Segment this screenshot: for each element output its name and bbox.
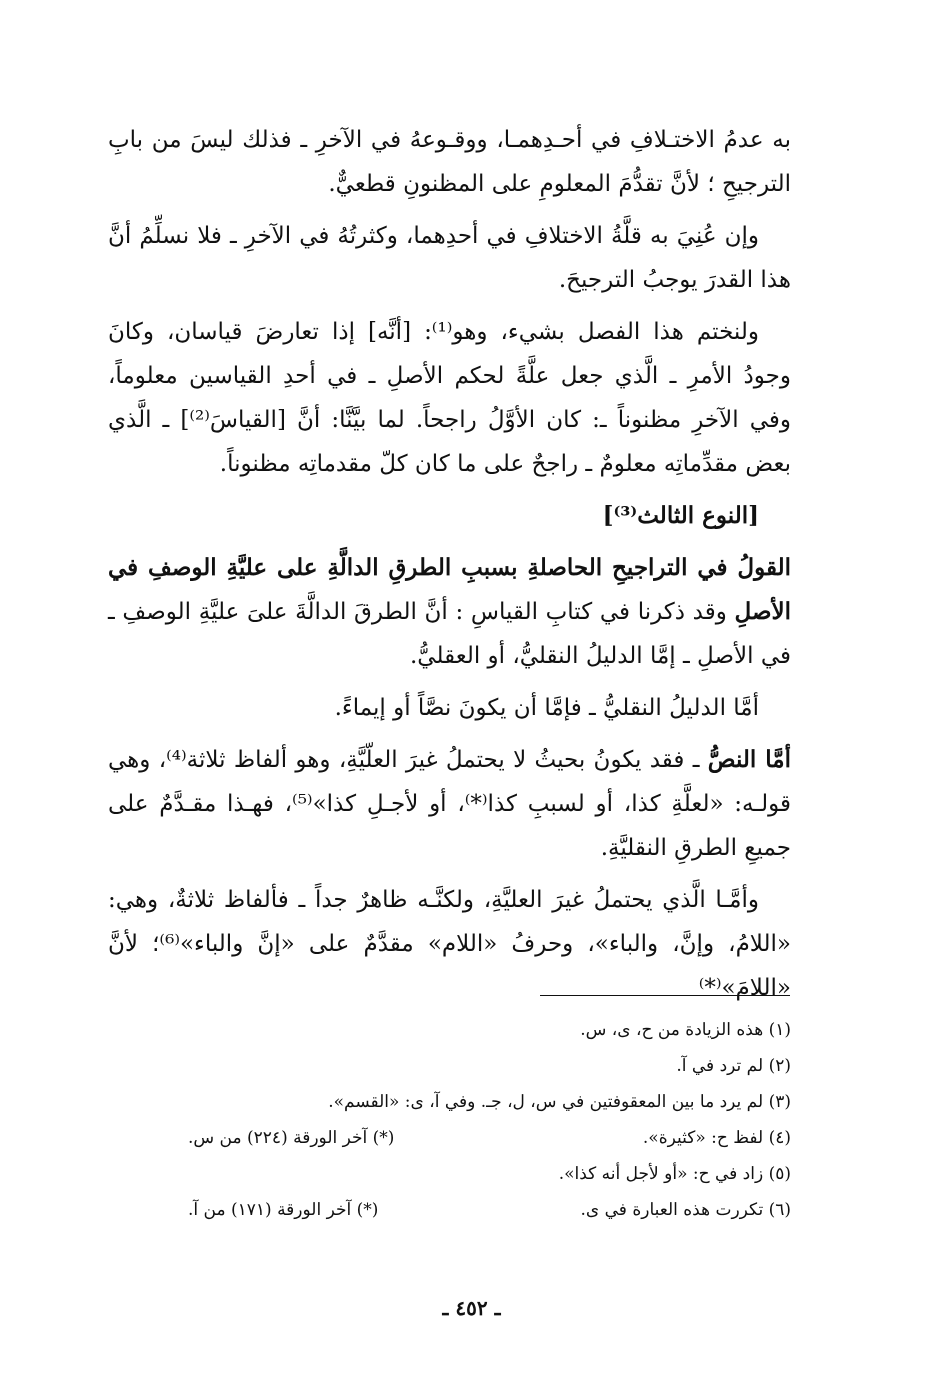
- footnote: (٦) تكررت هذه العبارة في ى.: [580, 1200, 791, 1220]
- footnote-row: [108, 1120, 791, 1156]
- paragraph-text: وقد ذكرنا في كتابِ القياسِ : أنَّ الطرقَ الدالَّةَ علىَ عليَّةِ الوصفِ ـ في الأصلِ ـ إمَّا الدليلُ النقليُّ، أو العقليُّ.: [108, 599, 791, 669]
- footnote: (٣) لم يرد ما بين المعقوفتين في س، ل، جـ. وفي آ، ى: «القسم».: [328, 1092, 791, 1112]
- folio-note: (*) آخر الورقة (٢٢٤) من س.: [188, 1128, 395, 1148]
- section-heading: [النوع الثالث⁽³⁾]: [602, 502, 759, 529]
- paragraph: به عدمُ الاختـلافِ في أحـدِهمـا، ووقـوعهُ في الآخرِ ـ فذلك ليسَ من بابِ الترجيحِ ؛ لأنَّ تقدُّمَ المعلومِ على المظنونِ قطعيٌّ.: [108, 127, 791, 197]
- main-text: [108, 118, 791, 1018]
- bold-title: القولُ في التراجيحِ الحاصلةِ بسببِ الطرقِ الدالَّةِ على عليَّةِ الوصفِ في الأصلِ: [108, 554, 792, 625]
- footnote: (١) هذه الزيادة من ح، ى، س.: [580, 1020, 791, 1040]
- paragraph: وأمَّـا الَّذي يحتملُ غيرَ العليَّةِ، ولكنَّـه ظاهرٌ جداً ـ فألفاظ ثلاثةٌ، وهي: «اللامُ، وإنَّ، والباء»، وحرفُ «اللام» مقدَّمٌ على «إنَّ والباء»⁽⁶⁾؛ لأنَّ «اللامَ»⁽*⁾: [108, 887, 792, 1001]
- footnote: (٤) لفظ ح: «كثيرة».: [642, 1128, 791, 1148]
- bold-term: أمَّا النصُّ: [707, 746, 791, 773]
- paragraph-text: ـ فقد يكونُ بحيثُ لا يحتملُ غيرَ العلّيَّةِ، وهو ألفاظ ثلاثة⁽⁴⁾، وهي قولـه: «لعلَّةِ كذا، أو لسببِ كذا⁽*⁾، أو لأجـلِ كذا»⁽⁵⁾، فهـذا مقـدَّمٌ على جميعِ الطرقِ النقليَّةِ.: [108, 747, 791, 861]
- paragraph: [108, 738, 791, 870]
- page-number: ـ ٤٥٢ ـ: [442, 1296, 501, 1320]
- footnote: (٢) لم ترد في آ.: [676, 1056, 791, 1076]
- paragraph: وإن عُنِيَ به قلَّةُ الاختلافِ في أحدِهما، وكثرتُهُ في الآخرِ ـ فلا نسلِّمُ أنَّ هذا القدرَ يوجبُ الترجيحَ.: [108, 223, 791, 293]
- paragraph: [108, 546, 791, 678]
- paragraph: أمَّا الدليلُ النقليُّ ـ فإمَّا أن يكونَ نصَّاً أو إيماءً.: [334, 695, 759, 721]
- folio-note: (*) آخر الورقة (١٧١) من آ.: [188, 1200, 379, 1220]
- footnotes: [108, 1012, 791, 1228]
- paragraph: ولنختم هذا الفصل بشيء، وهو⁽¹⁾: [أنَّه] إذا تعارضَ قياسان، وكانَ وجودُ الأمرِ ـ الَّذي جعل علَّةً لحكم الأصلِ ـ في أحدِ القياسين معلوماً، وفي الآخرِ مظنوناً ـ: كان الأوَّلُ راجحاً. لما بيَّنَّا: أنَّ [القياسَ⁽²⁾] ـ الَّذي بعض مقدِّماتِه معلومٌ ـ راجحٌ على ما كان كلّ مقدماتِه مظنوناً.: [108, 319, 791, 477]
- footnote: (٥) زاد في ح: «أو لأجل أنه كذا».: [558, 1164, 791, 1184]
- footnote-separator: [540, 995, 790, 996]
- footnote-row: [108, 1192, 791, 1228]
